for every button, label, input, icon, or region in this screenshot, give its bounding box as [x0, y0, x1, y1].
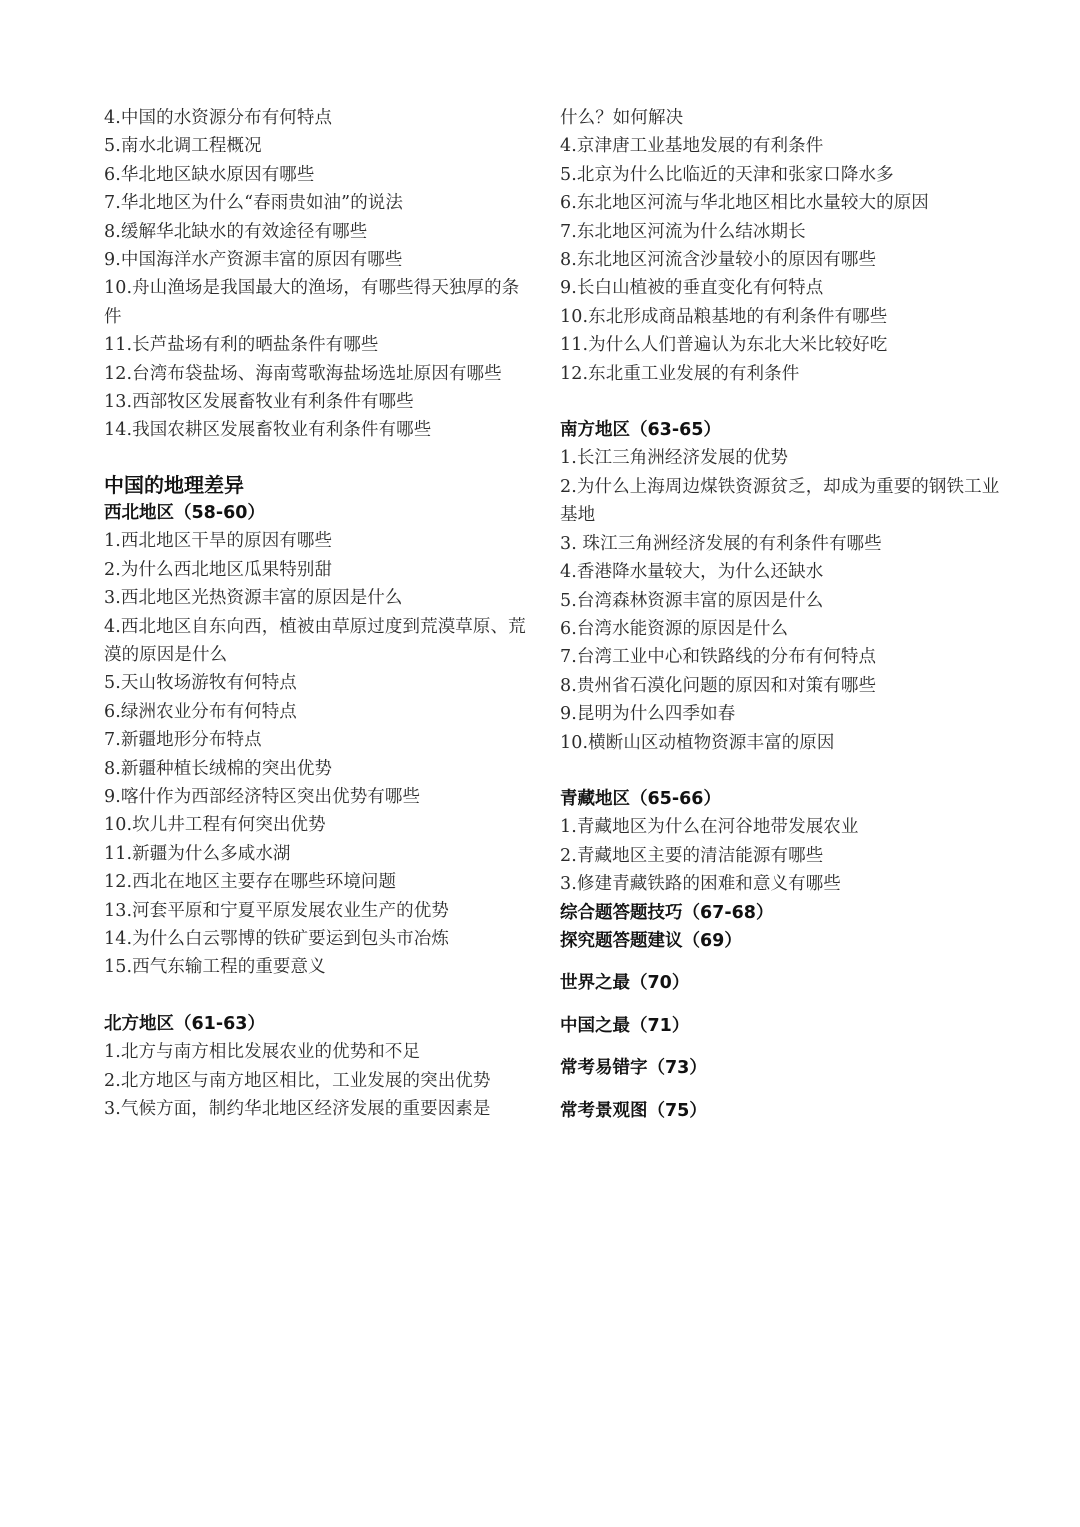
list-item: 8.东北地区河流含沙量较小的原因有哪些: [560, 250, 877, 271]
extra-heading: 综合题答题技巧（67-68）: [560, 902, 774, 923]
list-item: 8.贵州省石漠化问题的原因和对策有哪些: [560, 675, 877, 696]
list-item: 5.南水北调工程概况: [104, 136, 262, 157]
extra-heading: 探究题答题建议（69）: [560, 930, 742, 951]
list-item: 6.东北地区河流与华北地区相比水量较大的原因: [560, 193, 929, 214]
south-section: [560, 416, 1000, 757]
list-item: 8.新疆种植长绒棉的突出优势: [104, 758, 333, 779]
water-resources-list: [104, 104, 534, 445]
list-item: 15.西气东输工程的重要意义: [104, 957, 326, 978]
northwest-heading: 西北地区（58-60）: [104, 502, 265, 523]
list-item: 6.华北地区缺水原因有哪些: [104, 164, 315, 185]
north-continued-list: [560, 104, 1000, 388]
list-item: 4.香港降水量较大，为什么还缺水: [560, 562, 824, 583]
qingzang-section: [560, 785, 1000, 899]
list-item: 3.西北地区光热资源丰富的原因是什么: [104, 588, 403, 609]
list-item: 4.京津唐工业基地发展的有利条件: [560, 136, 824, 157]
list-item: 7.新疆地形分布特点: [104, 730, 262, 751]
list-item: 什么？如何解决: [560, 108, 684, 128]
list-item: 14.为什么白云鄂博的铁矿要运到包头市冶炼: [104, 928, 449, 949]
list-item: 12.东北重工业发展的有利条件: [560, 363, 800, 384]
section-title: 中国的地理差异: [104, 472, 244, 497]
list-item: 13.西部牧区发展畜牧业有利条件有哪些: [104, 392, 414, 413]
list-item: 9.喀什作为西部经济特区突出优势有哪些: [104, 786, 421, 807]
list-item: 7.东北地区河流为什么结冰期长: [560, 221, 806, 242]
list-item: 10.舟山渔场是我国最大的渔场，有哪些得天独厚的条件: [104, 278, 520, 327]
list-item: 5.天山牧场游牧有何特点: [104, 673, 297, 694]
list-item: 2.北方地区与南方地区相比，工业发展的突出优势: [104, 1070, 491, 1091]
list-item: 9.中国海洋水产资源丰富的原因有哪些: [104, 250, 403, 271]
list-item: 1.西北地区干旱的原因有哪些: [104, 531, 333, 552]
list-item: 1.北方与南方相比发展农业的优势和不足: [104, 1042, 421, 1063]
list-item: 8.缓解华北缺水的有效途径有哪些: [104, 221, 368, 242]
list-item: 13.河套平原和宁夏平原发展农业生产的优势: [104, 900, 449, 921]
extras-section: [560, 899, 1000, 1125]
list-item: 14.我国农耕区发展畜牧业有利条件有哪些: [104, 420, 432, 441]
list-item: 2.为什么西北地区瓜果特别甜: [104, 559, 333, 580]
list-item: 5.北京为什么比临近的天津和张家口降水多: [560, 164, 894, 185]
northwest-section: [104, 499, 534, 982]
qingzang-heading: 青藏地区（65-66）: [560, 788, 721, 809]
list-item: 12.台湾布袋盐场、海南莺歌海盐场选址原因有哪些: [104, 363, 502, 384]
list-item: 10.坎儿井工程有何突出优势: [104, 815, 326, 836]
north-section: [104, 1010, 534, 1124]
left-column: [104, 104, 534, 1123]
list-item: 4.中国的水资源分布有何特点: [104, 108, 333, 128]
list-item: 6.台湾水能资源的原因是什么: [560, 618, 789, 639]
extra-heading: 常考易错字（73）: [560, 1058, 707, 1079]
extra-heading: 世界之最（70）: [560, 973, 690, 994]
list-item: 10.横断山区动植物资源丰富的原因: [560, 732, 835, 753]
right-column: [560, 104, 1000, 1125]
list-item: 5.台湾森林资源丰富的原因是什么: [560, 590, 824, 611]
north-heading: 北方地区（61-63）: [104, 1013, 265, 1034]
list-item: 7.华北地区为什么“春雨贵如油”的说法: [104, 193, 403, 214]
list-item: 4.西北地区自东向西，植被由草原过度到荒漠草原、荒漠的原因是什么: [104, 616, 526, 665]
list-item: 3.修建青藏铁路的困难和意义有哪些: [560, 874, 841, 895]
list-item: 11.为什么人们普遍认为东北大米比较好吃: [560, 335, 888, 356]
list-item: 9.长白山植被的垂直变化有何特点: [560, 278, 824, 299]
list-item: 12.西北在地区主要存在哪些环境问题: [104, 872, 397, 893]
list-item: 1.长江三角洲经济发展的优势: [560, 448, 789, 469]
list-item: 3. 珠江三角洲经济发展的有利条件有哪些: [560, 533, 882, 554]
list-item: 11.长芦盐场有利的晒盐条件有哪些: [104, 335, 379, 356]
extra-heading: 中国之最（71）: [560, 1015, 690, 1036]
list-item: 1.青藏地区为什么在河谷地带发展农业: [560, 817, 859, 838]
extra-heading: 常考景观图（75）: [560, 1100, 707, 1121]
list-item: 7.台湾工业中心和铁路线的分布有何特点: [560, 647, 877, 668]
list-item: 3.气候方面，制约华北地区经济发展的重要因素是: [104, 1099, 491, 1119]
list-item: 9.昆明为什么四季如春: [560, 704, 736, 725]
list-item: 10.东北形成商品粮基地的有利条件有哪些: [560, 306, 888, 327]
list-item: 2.青藏地区主要的清洁能源有哪些: [560, 845, 824, 866]
south-heading: 南方地区（63-65）: [560, 420, 721, 441]
list-item: 6.绿洲农业分布有何特点: [104, 701, 297, 722]
list-item: 2.为什么上海周边煤铁资源贫乏，却成为重要的钢铁工业基地: [560, 476, 1000, 526]
list-item: 11.新疆为什么多咸水湖: [104, 843, 291, 864]
